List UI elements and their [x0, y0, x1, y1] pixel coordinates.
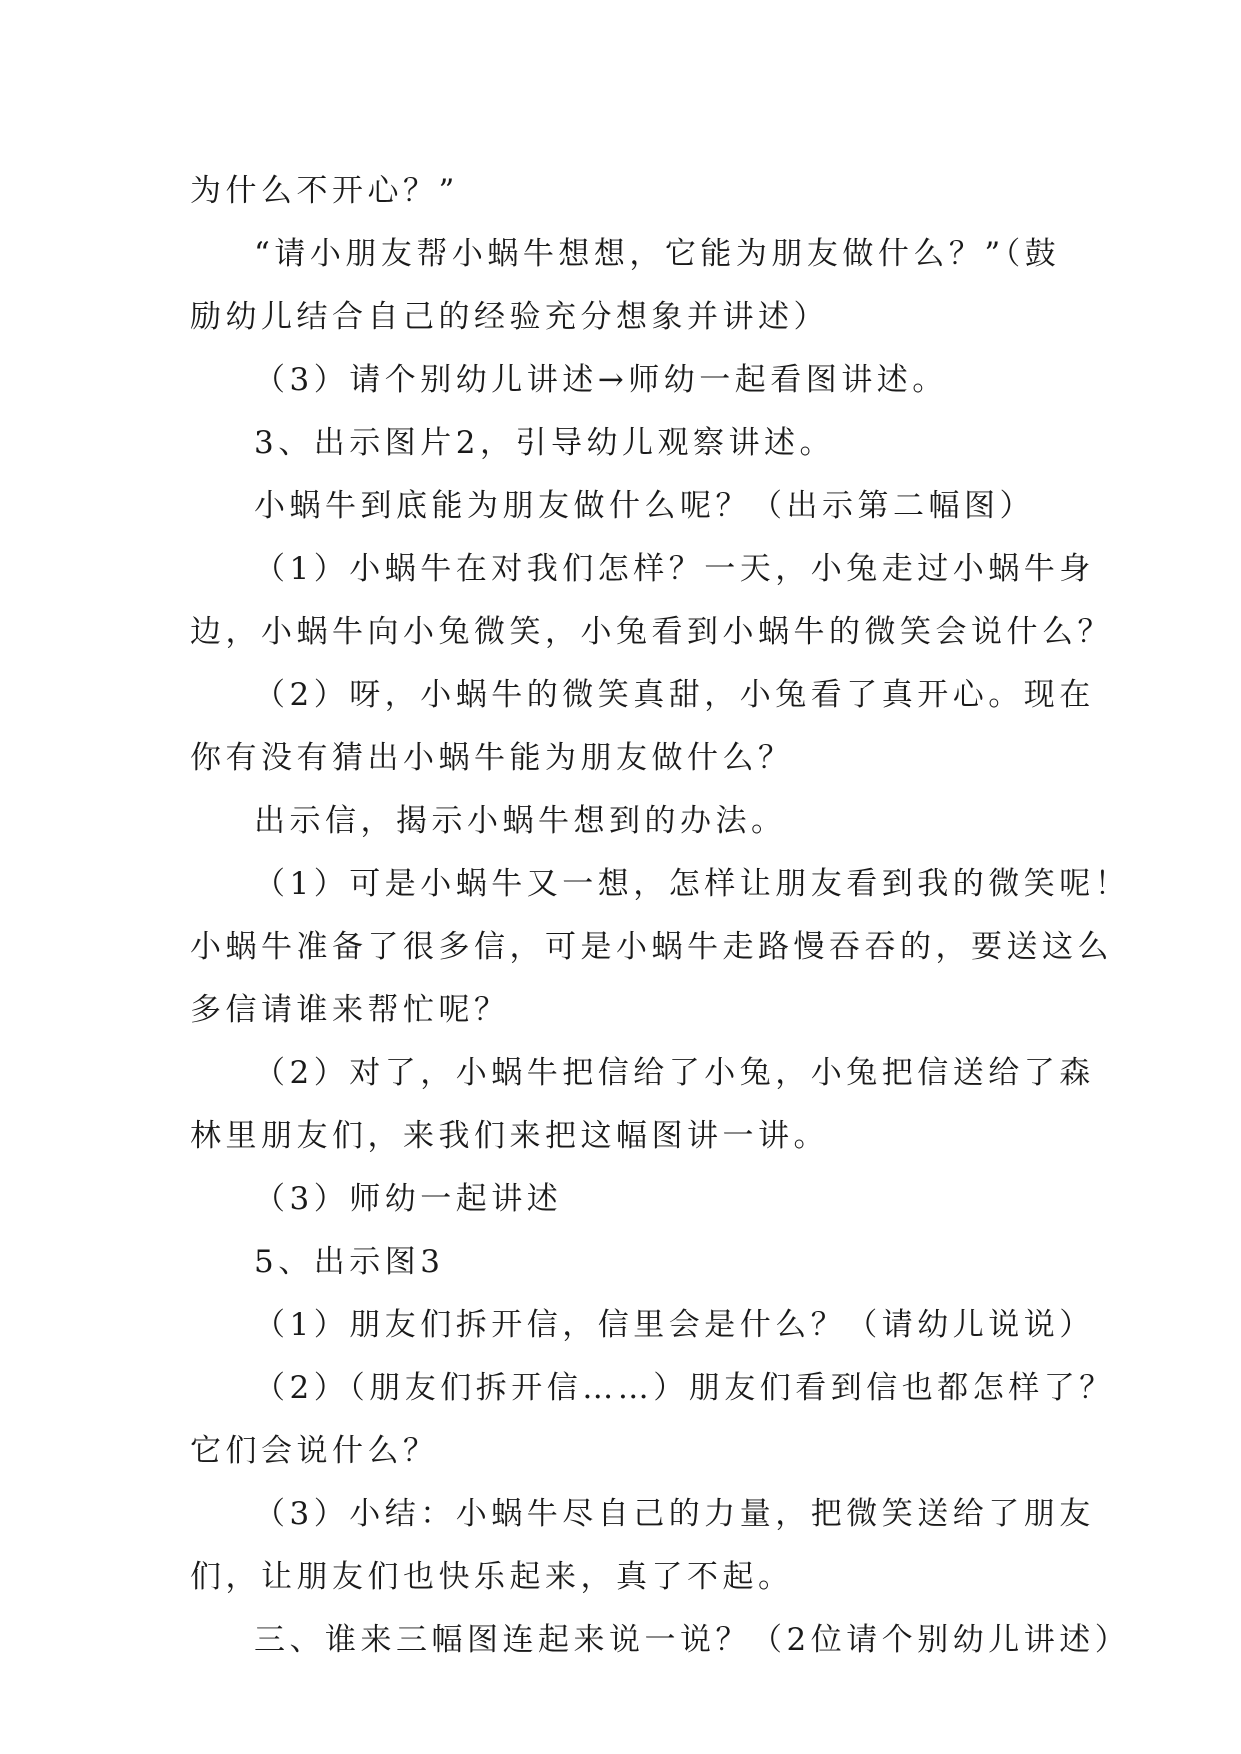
document-body [190, 160, 1131, 1672]
text-line: （3）师幼一起讲述 [254, 1181, 563, 1217]
text-line: （3）请个别幼儿讲述→师幼一起看图讲述。 [254, 362, 948, 398]
text-line: 小蜗牛准备了很多信，可是小蜗牛走路慢吞吞的，要送这么 [190, 929, 1113, 965]
text-line: （2）对了，小蜗牛把信给了小兔，小兔把信送给了森 [254, 1055, 1095, 1091]
text-line: （1）可是小蜗牛又一想，怎样让朋友看到我的微笑呢！ [254, 866, 1131, 902]
text-line: （2）（朋友们拆开信……）朋友们看到信也都怎样了？ [254, 1370, 1115, 1406]
text-line: （1）小蜗牛在对我们怎样？一天，小兔走过小蜗牛身 [254, 551, 1095, 587]
text-line: 3、出示图片2，引导幼儿观察讲述。 [254, 425, 835, 461]
text-line: 三、谁来三幅图连起来说一说？（2位请个别幼儿讲述） [254, 1622, 1131, 1658]
text-line: 5、出示图3 [254, 1244, 445, 1280]
text-line: （3）小结：小蜗牛尽自己的力量，把微笑送给了朋友 [254, 1496, 1095, 1532]
text-line: 为什么不开心？” [190, 173, 459, 209]
text-line: 小蜗牛到底能为朋友做什么呢？（出示第二幅图） [254, 488, 1035, 524]
text-line: “请小朋友帮小蜗牛想想，它能为朋友做什么？”（鼓 [254, 236, 1061, 272]
text-line: 出示信，揭示小蜗牛想到的办法。 [254, 803, 787, 839]
text-line: 林里朋友们，来我们来把这幅图讲一讲。 [190, 1118, 829, 1154]
text-line: 励幼儿结合自己的经验充分想象并讲述） [190, 299, 829, 335]
text-line: 你有没有猜出小蜗牛能为朋友做什么？ [190, 740, 794, 776]
text-line: （2）呀，小蜗牛的微笑真甜，小兔看了真开心。现在 [254, 677, 1095, 713]
text-line: （1）朋友们拆开信，信里会是什么？（请幼儿说说） [254, 1307, 1095, 1343]
text-line: 边，小蜗牛向小兔微笑，小兔看到小蜗牛的微笑会说什么？ [190, 614, 1113, 650]
text-line: 它们会说什么？ [190, 1433, 439, 1469]
text-line: 们，让朋友们也快乐起来，真了不起。 [190, 1559, 794, 1595]
text-line: 多信请谁来帮忙呢？ [190, 992, 510, 1028]
